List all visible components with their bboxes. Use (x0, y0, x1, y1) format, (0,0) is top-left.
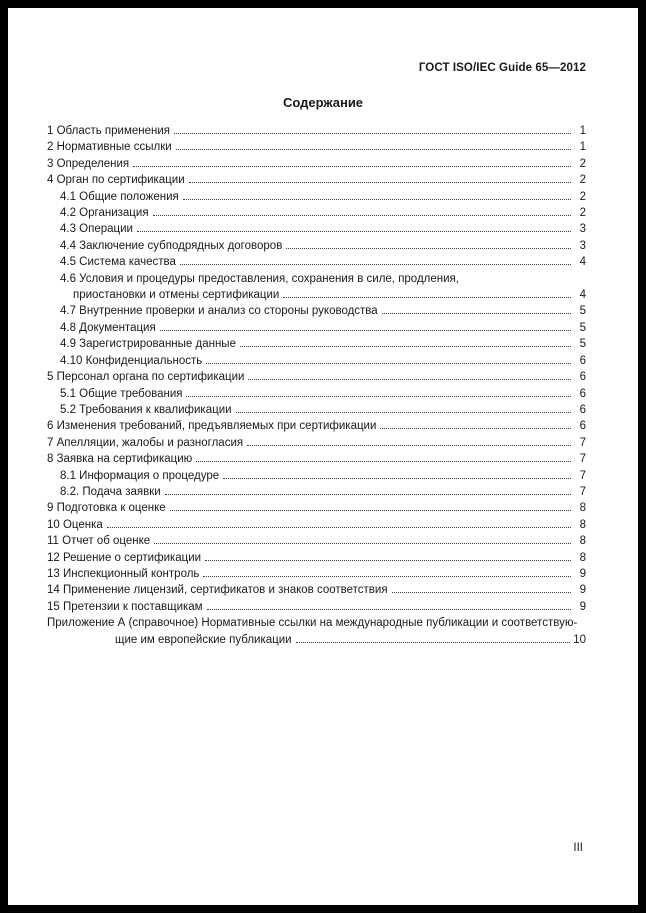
toc-entry-text: 4.1 Общие положения (60, 190, 179, 203)
toc-page-number: 8 (579, 518, 586, 531)
toc-page-number: 3 (579, 223, 586, 236)
toc-page-number: 7 (579, 436, 586, 449)
toc-leader-dots (247, 445, 571, 446)
toc-leader-dots (107, 527, 571, 528)
document-page (8, 8, 638, 905)
toc-leader-dots (205, 560, 571, 561)
toc-page-number: 9 (579, 584, 586, 597)
toc-entry-text: 3 Определения (47, 157, 130, 170)
toc-entry-text: 2 Нормативные ссылки (47, 141, 172, 154)
toc-leader-dots (180, 264, 571, 265)
toc-entry-text: 14 Применение лицензий, сертификатов и знаков соответствия (47, 584, 388, 597)
toc-page-number: 8 (579, 535, 586, 548)
toc-entry (47, 566, 586, 582)
toc-page-number: 3 (579, 239, 586, 252)
toc-entry-text: 13 Инспекционный контроль (47, 567, 200, 580)
toc-entry (47, 517, 586, 533)
toc-leader-dots (248, 379, 571, 380)
toc-entry (47, 156, 586, 172)
toc-leader-dots (154, 543, 571, 544)
toc-leader-dots (382, 313, 571, 314)
toc-entry-text: 9 Подготовка к оценке (47, 502, 166, 515)
toc-leader-dots (153, 215, 571, 216)
toc-entry (47, 550, 586, 566)
toc-entry-text: 8.1 Информация о процедуре (60, 469, 220, 482)
toc-page-number: 8 (579, 502, 586, 515)
toc-entry (47, 139, 586, 155)
toc-entry-text: 4.2 Организация (60, 207, 149, 220)
toc-page-number: 5 (579, 305, 586, 318)
toc-page-number: 1 (579, 125, 586, 137)
toc-entry-text: приостановки и отмены сертификации (73, 289, 280, 302)
toc-entry-text: 10 Оценка (47, 518, 103, 531)
toc-entry (47, 418, 586, 434)
toc-entry-text: 4.7 Внутренние проверки и анализ со стороны руководства (60, 305, 378, 318)
toc-entry-text: 8 Заявка на сертификацию (47, 453, 193, 466)
toc-entry-text: 1 Область применения (47, 125, 171, 137)
toc-page-number: 2 (579, 207, 586, 220)
toc-entry-text: 4.9 Зарегистрированные данные (60, 338, 236, 351)
toc-entry-text: 15 Претензии к поставщикам (47, 600, 203, 613)
toc-leader-dots (189, 182, 571, 183)
toc-entry-text: 6 Изменения требований, предъявляемых при сертификации (47, 420, 377, 433)
toc-page-number: 1 (579, 141, 586, 154)
toc-leader-dots (174, 133, 571, 134)
toc-entry (47, 205, 586, 221)
toc-page-number: 2 (579, 157, 586, 170)
toc-page-number: 8 (579, 551, 586, 564)
toc-leader-dots (223, 478, 571, 479)
toc-entry (47, 123, 586, 139)
toc-entry (47, 353, 586, 369)
toc-entry (47, 582, 586, 598)
toc-leader-dots (203, 576, 571, 577)
page-title: Содержание (282, 95, 364, 110)
toc-page-number: 6 (579, 371, 586, 384)
toc-leader-dots (137, 231, 571, 232)
toc-leader-dots (380, 428, 571, 429)
toc-entry (47, 402, 586, 418)
toc-entry-text: 12 Решение о сертификации (47, 551, 202, 564)
toc-page-number: 2 (579, 174, 586, 187)
toc-entry-text: 5.1 Общие требования (60, 387, 183, 400)
toc-leader-dots (296, 642, 571, 643)
document-code-header: ГОСТ ISO/IEC Guide 65—2012 (418, 62, 586, 74)
table-of-contents (8, 123, 638, 648)
toc-leader-dots (286, 248, 571, 249)
toc-entry (47, 336, 586, 352)
toc-page-number: 5 (579, 338, 586, 351)
toc-leader-dots (133, 166, 571, 167)
toc-entry-text: 4 Орган по сертификации (47, 174, 185, 187)
toc-entry (47, 599, 586, 615)
page-number: III (573, 842, 583, 854)
toc-entry (47, 221, 586, 237)
toc-entry (47, 254, 586, 270)
toc-entry-text: 7 Апелляции, жалобы и разногласия (47, 436, 244, 449)
toc-entry (47, 172, 586, 188)
toc-entry-text: 5 Персонал органа по сертификации (47, 371, 245, 384)
toc-page-number: 4 (579, 256, 586, 269)
toc-entry (47, 435, 586, 451)
toc-page-number: 9 (579, 600, 586, 613)
toc-entry-text: 4.8 Документация (60, 321, 156, 334)
toc-leader-dots (207, 609, 571, 610)
toc-entry (47, 238, 586, 254)
toc-leader-dots (392, 592, 571, 593)
toc-entry (47, 386, 586, 402)
toc-entry (47, 320, 586, 336)
toc-leader-dots (283, 297, 571, 298)
toc-entry (47, 369, 586, 385)
toc-entry (47, 189, 586, 205)
toc-leader-dots (240, 346, 571, 347)
toc-entry (47, 271, 586, 304)
toc-leader-dots (236, 412, 571, 413)
toc-leader-dots (196, 461, 571, 462)
toc-entry-text: 4.5 Система качества (60, 256, 176, 269)
toc-page-number: 7 (579, 485, 586, 498)
toc-leader-dots (160, 330, 571, 331)
toc-page-number: 7 (579, 469, 586, 482)
toc-page-number: 2 (579, 190, 586, 203)
toc-page-number: 9 (579, 567, 586, 580)
toc-page-number: 7 (579, 453, 586, 466)
toc-entry (47, 500, 586, 516)
toc-leader-dots (186, 396, 571, 397)
toc-entry-text: 8.2. Подача заявки (60, 485, 161, 498)
toc-page-number: 10 (573, 633, 586, 646)
toc-entry (47, 468, 586, 484)
toc-page-number: 6 (579, 420, 586, 433)
toc-entry-text: 11 Отчет об оценке (47, 535, 151, 548)
toc-entry (47, 484, 586, 500)
toc-entry (47, 303, 586, 319)
toc-leader-dots (206, 363, 571, 364)
toc-page-number: 4 (579, 289, 586, 302)
toc-page-number: 6 (579, 354, 586, 367)
toc-entry-text: Приложение А (справочное) Нормативные ссылки на международные публикации и соответствую- (47, 617, 578, 630)
toc-page-number: 5 (579, 321, 586, 334)
toc-entry-text: 4.10 Конфиденциальность (60, 354, 203, 367)
toc-entry (47, 451, 586, 467)
toc-leader-dots (170, 510, 571, 511)
toc-page-number: 6 (579, 403, 586, 416)
toc-leader-dots (183, 199, 571, 200)
toc-page-number: 6 (579, 387, 586, 400)
toc-leader-dots (176, 149, 571, 150)
toc-entry-text: 4.3 Операции (60, 223, 133, 236)
toc-leader-dots (165, 494, 571, 495)
toc-entry (47, 615, 586, 648)
toc-entry (47, 533, 586, 549)
toc-entry-text: 4.6 Условия и процедуры предоставления, сохранения в силе, продления, (60, 272, 459, 285)
toc-entry-text: 5.2 Требования к квалификации (60, 403, 232, 416)
toc-entry-text: 4.4 Заключение субподрядных договоров (60, 239, 283, 252)
toc-entry-text: щие им европейские публикации (115, 633, 292, 646)
